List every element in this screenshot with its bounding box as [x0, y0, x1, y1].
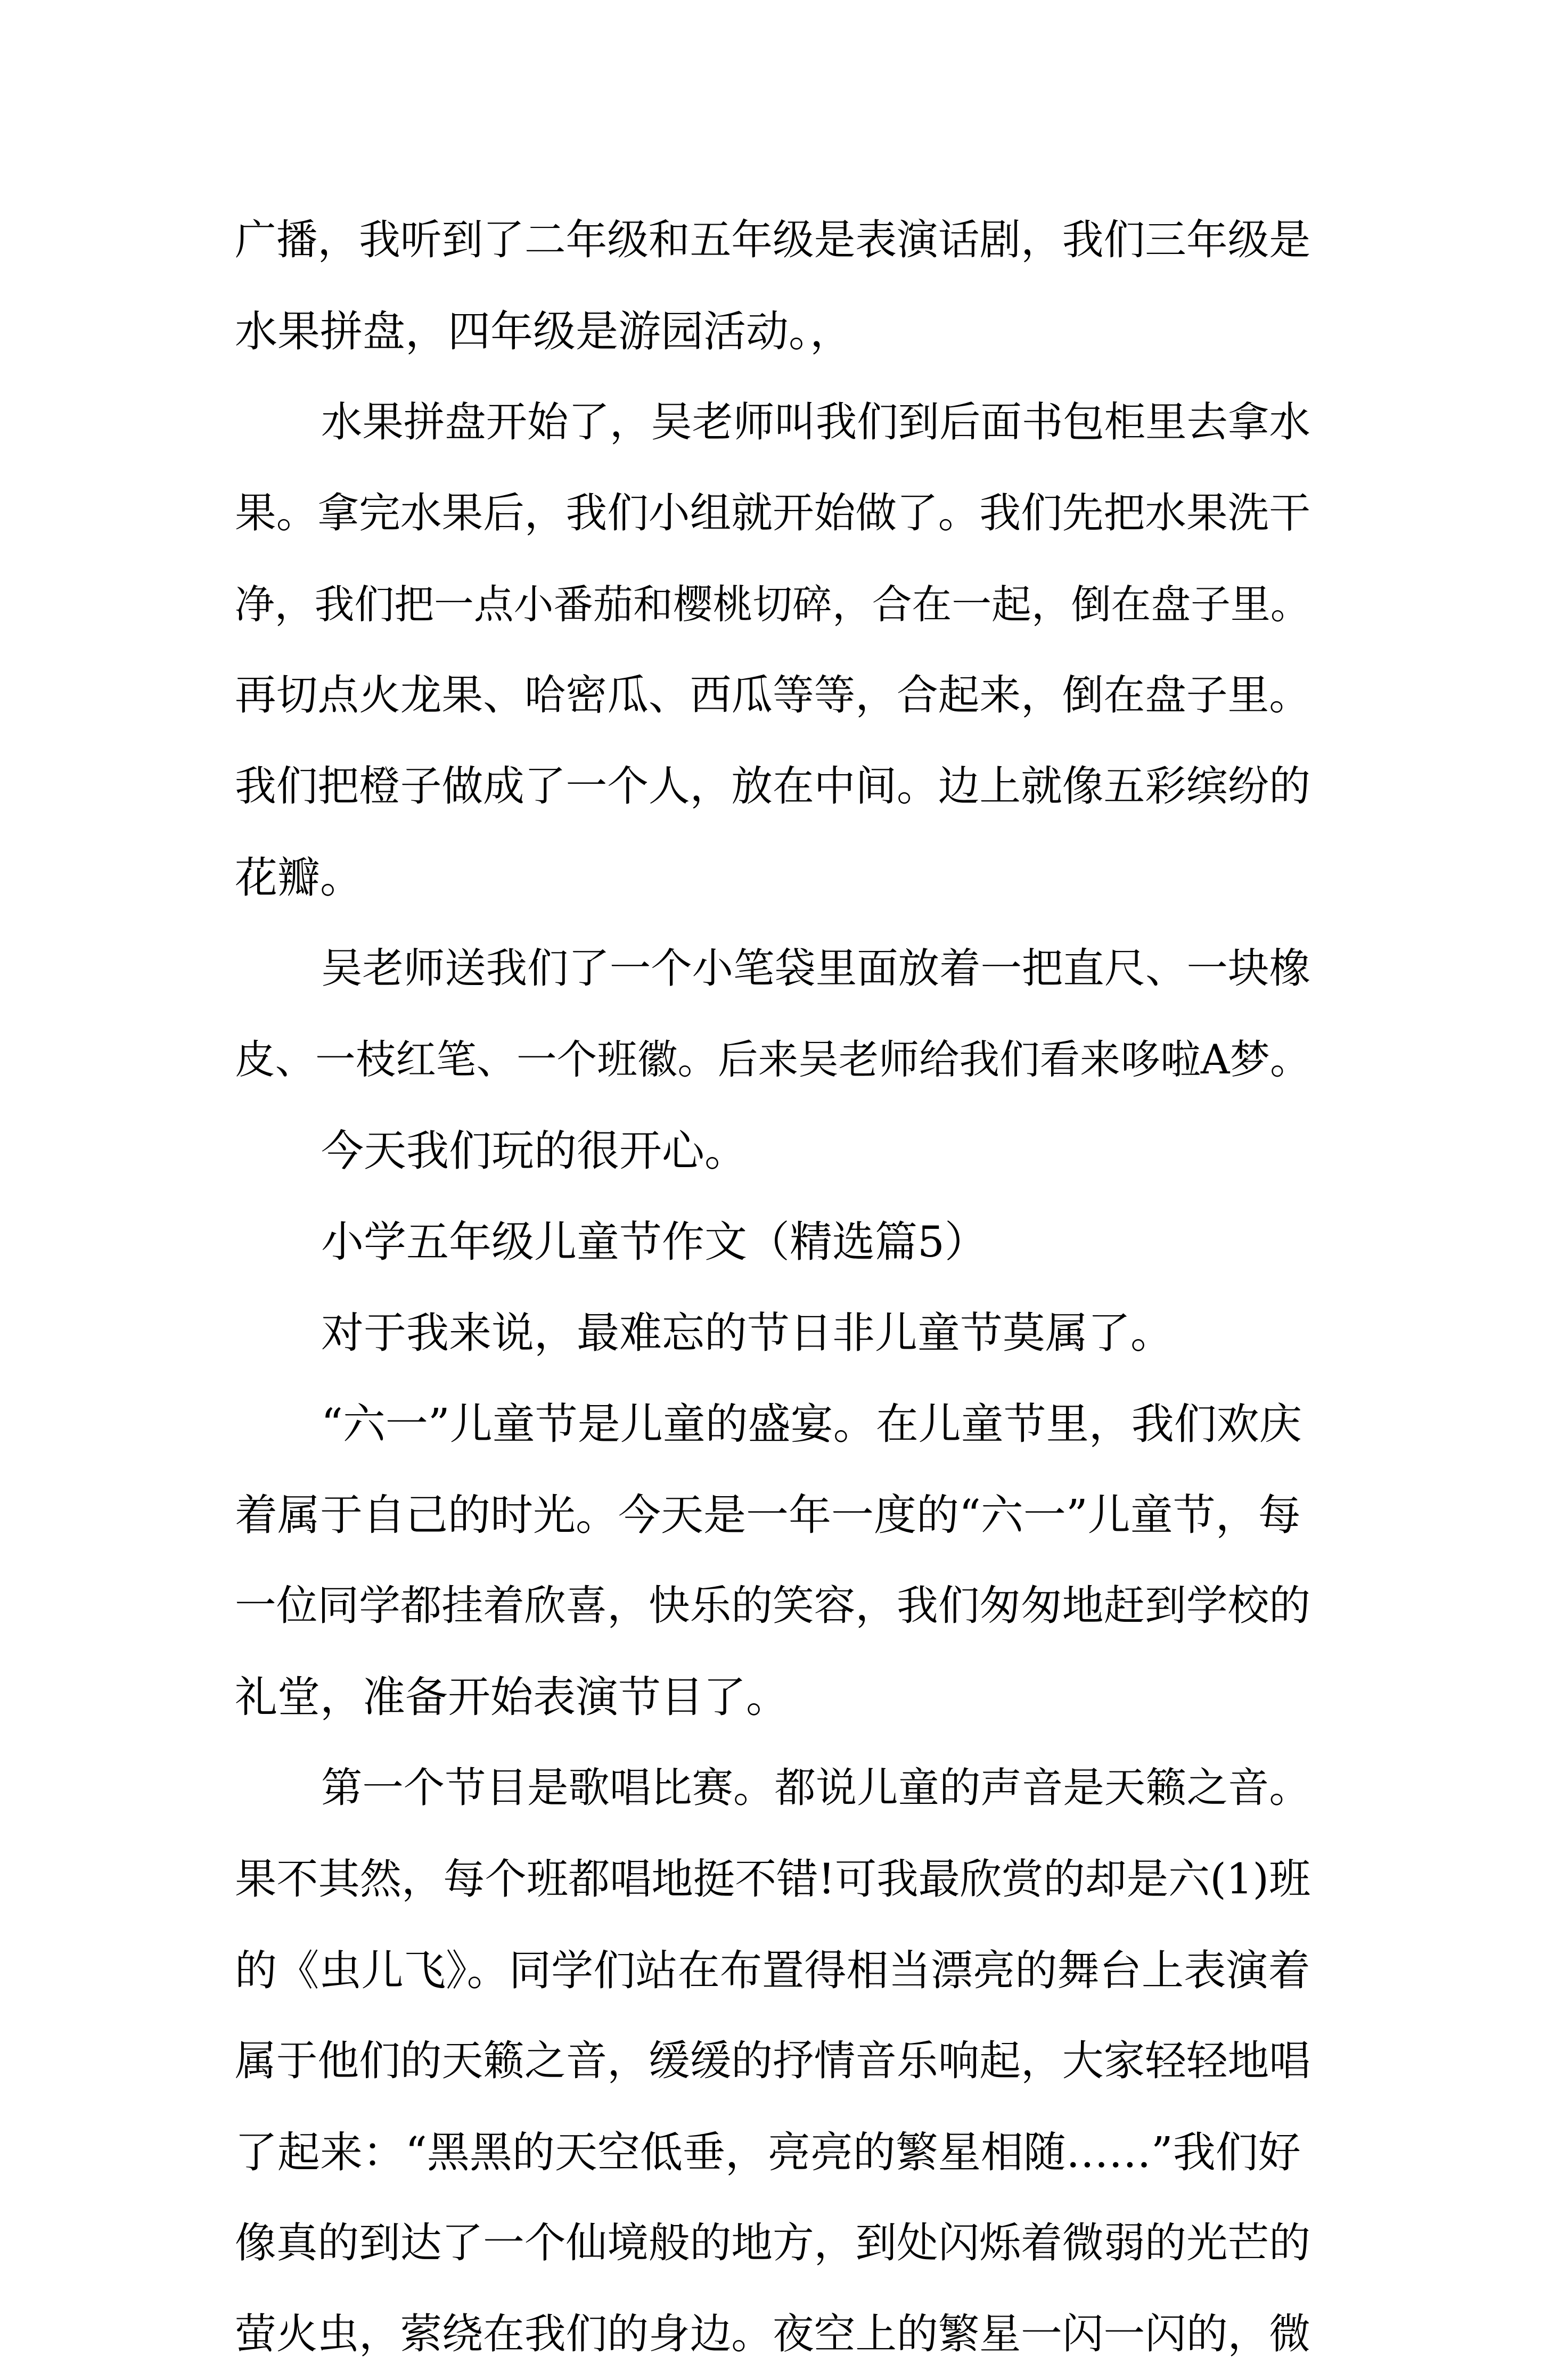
text-line: 了起来：“黑黑的天空低垂，亮亮的繁星相随……”我们好 — [235, 2128, 1301, 2177]
text-line: 第一个节目是歌唱比赛。都说儿童的声音是天籁之音。 — [321, 1764, 1310, 1812]
text-line: 着属于自己的时光。今天是一年一度的“六一”儿童节，每 — [235, 1490, 1301, 1540]
text-line: 水果拼盘，四年级是游园活动。， — [235, 307, 853, 356]
text-line: 果不其然，每个班都唱地挺不错!可我最欣赏的却是六(1)班 — [235, 1855, 1311, 1903]
text-line: 像真的到达了一个仙境般的地方，到处闪烁着微弱的光芒的 — [235, 2219, 1310, 2267]
text-line: 礼堂，准备开始表演节目了。 — [235, 1672, 789, 1722]
text-line: 属于他们的天籁之音，缓缓的抒情音乐响起，大家轻轻地唱 — [235, 2037, 1310, 2085]
text-line: 对于我来说，最难忘的节日非儿童节莫属了。 — [321, 1308, 1173, 1358]
text-line: 净，我们把一点小番茄和樱桃切碎，合在一起，倒在盘子里。 — [235, 581, 1310, 628]
text-line: 广播，我听到了二年级和五年级是表演话剧，我们三年级是 — [235, 216, 1310, 264]
text-line: 小学五年级儿童节作文（精选篇5） — [321, 1217, 987, 1267]
text-line: 我们把橙子做成了一个人，放在中间。边上就像五彩缤纷的 — [235, 762, 1310, 810]
text-line: 的《虫儿飞》。同学们站在布置得相当漂亮的舞台上表演着 — [235, 1946, 1310, 1995]
text-line: “六一”儿童节是儿童的盛宴。在儿童节里，我们欢庆 — [321, 1399, 1302, 1449]
text-line: 花瓣。 — [235, 853, 363, 902]
text-line: 再切点火龙果、哈密瓜、西瓜等等，合起来，倒在盘子里。 — [235, 671, 1310, 719]
text-line: 吴老师送我们了一个小笔袋里面放着一把直尺、一块橡 — [321, 945, 1310, 992]
text-line: 一位同学都挂着欣喜，快乐的笑容，我们匆匆地赶到学校的 — [235, 1582, 1310, 1630]
body-text — [235, 195, 1310, 2380]
text-line: 水果拼盘开始了，吴老师叫我们到后面书包柜里去拿水 — [321, 398, 1310, 446]
text-line: 果。拿完水果后，我们小组就开始做了。我们先把水果洗干 — [235, 489, 1310, 537]
text-line: 萤火虫，萦绕在我们的身边。夜空上的繁星一闪一闪的，微 — [235, 2310, 1310, 2358]
text-line: 皮、一枝红笔、一个班徽。后来吴老师给我们看来哆啦A梦。 — [235, 1036, 1310, 1083]
text-line: 今天我们玩的很开心。 — [321, 1126, 747, 1176]
